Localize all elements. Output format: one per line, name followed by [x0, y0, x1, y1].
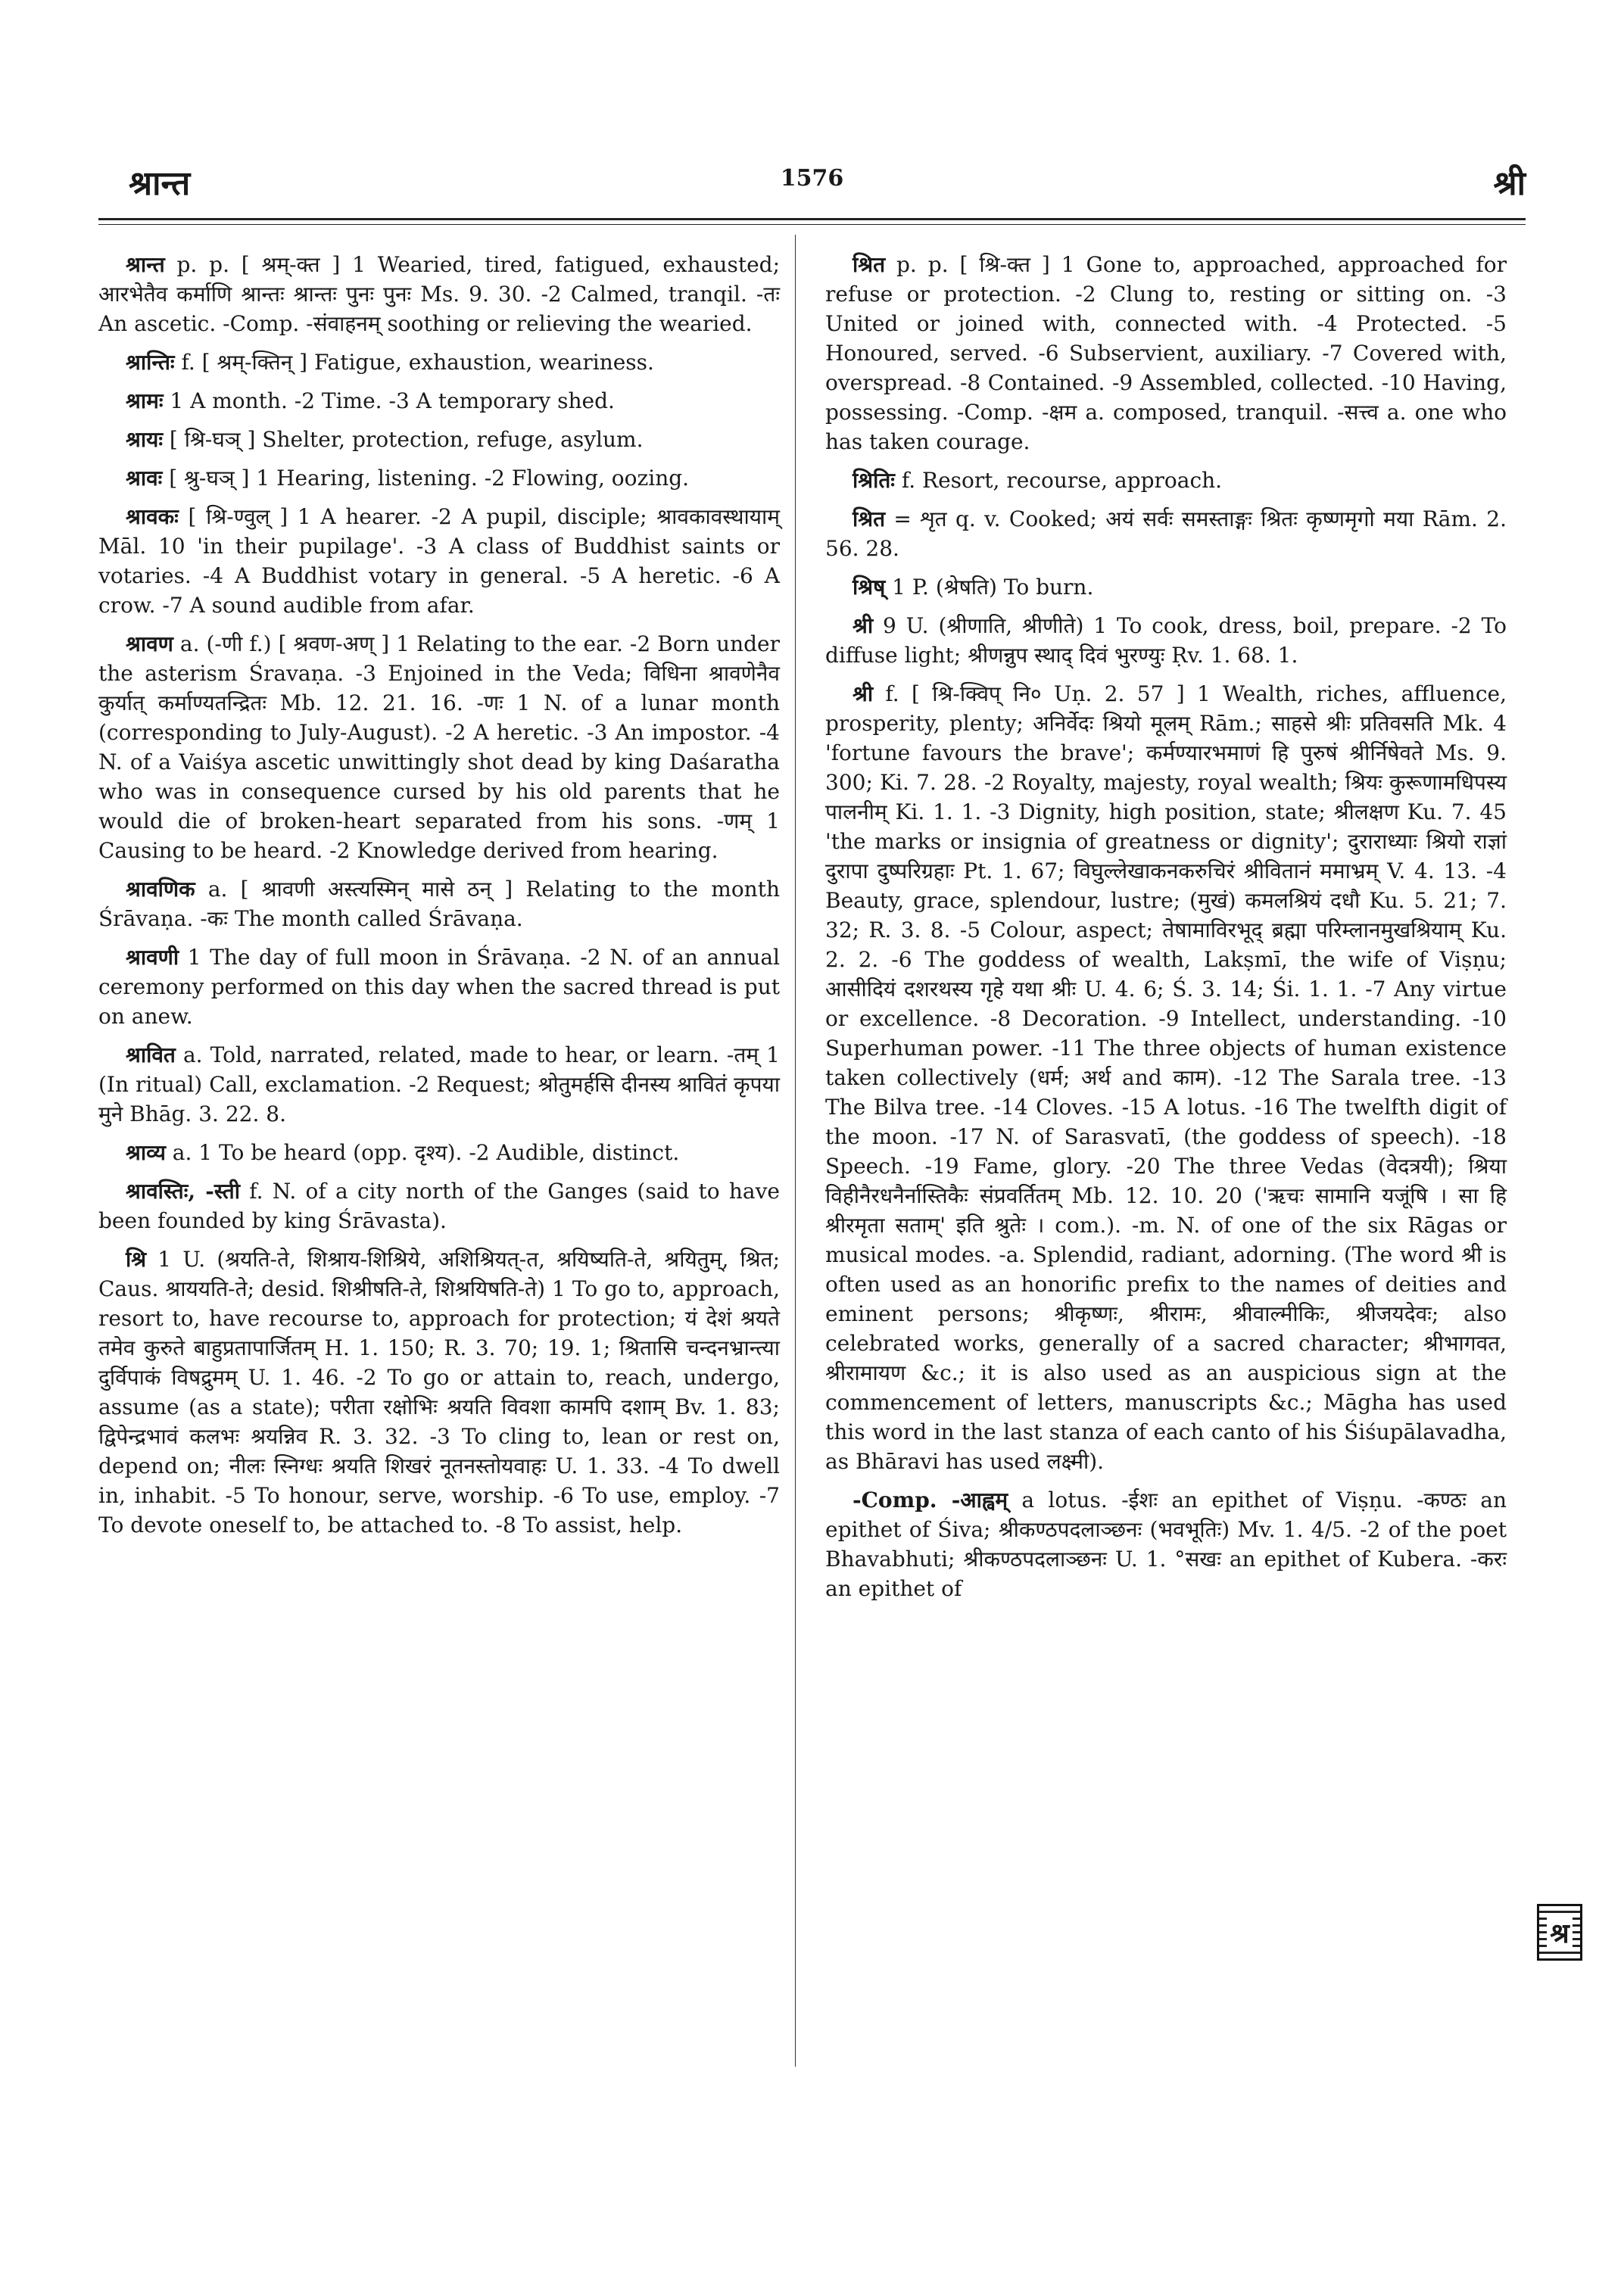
entry-definition: f. [ श्रि-क्विप् नि० Uṇ. 2. 57 ] 1 Wealth, riches, affluence, prosperity, plenty; अनिर्वेदः श्रियो मूलम् Rām.; साहसे श्रीः प्रतिवसति Mk. 4 'fortune favours the brave'; कर्मण्यारभमाणं हि पुरुषं श्रीर्निषेवते Ms. 9. 300; Ki. 7. 28. -2 Royalty, majesty, royal wealth; श्रियः कुरूणामधिपस्य पालनीम् Ki. 1. 1. -3 Dignity, high position, state; श्रीलक्षण Ku. 7. 45 'the marks or insignia of greatness or dignity'; दुराराध्याः श्रियो राज्ञां दुरापा दुष्परिग्रहाः Pt. 1. 67; विघुल्लेखाकनकरुचिरं श्रीवितानं ममाभ्रम् V. 4. 13. -4 Beauty, grace, splendour, lustre; (मुखं) कमलश्रियं दधौ Ku. 5. 21; 7. 32; R. 3. 8. -5 Colour, aspect; तेषामाविरभूद् ब्रह्मा परिम्लानमुखश्रियाम् Ku. 2. 2. -6 The goddess of wealth, Lakṣmī, the wife of Viṣṇu; आसीदियं दशरथस्य गृहे यथा श्रीः U. 4. 6; Ś. 3. 14; Śi. 1. 1. -7 Any virtue or excellence. -8 Decoration. -9 Intellect, understanding. -10 Superhuman power. -11 The three objects of human existence taken collectively (धर्म; अर्थ and काम). -12 The Sarala tree. -13 The Bilva tree. -14 Cloves. -15 A lotus. -16 The twelfth digit of the moon. -17 N. of Sarasvatī, (the goddess of speech). -18 Speech. -19 Fame, glory. -20 The three Vedas (वेदत्रयी); श्रिया विहीनैरधनैर्नास्तिकैः संप्रवर्तितम् Mb. 12. 10. 20 ('ऋचः सामानि यजूंषि । सा हि श्रीरमृता सताम्' इति श्रुतेः । com.). -m. N. of one of the six Rāgas or musical modes. -a. Splendid, radiant, adorning. (The word श्री is often used as an honorific prefix to the names of deities and eminent persons; श्रीकृष्णः, श्रीरामः, श्रीवाल्मीकिः, श्रीजयदेवः; also celebrated works, generally of a sacred character; श्रीभागवत, श्रीरामायण &c.; it is also used as an auspicious sign at the commencement of letters, manuscripts &c.; Māgha has used this word in the last stanza of each canto of his Śiśupālavadha, as Bhāravi has used लक्ष्मी).: [825, 681, 1507, 1474]
dictionary-entry: [825, 572, 1507, 602]
dictionary-entry: [98, 1138, 780, 1167]
header-rule-thin: [98, 224, 1526, 225]
entry-headword: श्रावित: [126, 1042, 176, 1067]
entry-definition: f. [ श्रम्-क्तिन् ] Fatigue, exhaustion, weariness.: [174, 350, 654, 375]
entry-headword: श्रित: [853, 252, 886, 277]
entry-definition: a. 1 To be heard (opp. दृश्य). -2 Audible, distinct.: [165, 1140, 680, 1165]
entry-definition: [ श्रु-घञ् ] 1 Hearing, listening. -2 Flowing, oozing.: [162, 466, 690, 491]
dictionary-entry: [98, 463, 780, 493]
left-column: [98, 250, 780, 1549]
thumb-index-tab: [1537, 1904, 1582, 1961]
dictionary-entry: [98, 425, 780, 454]
entry-definition: p. p. [ श्रम्-क्त ] 1 Wearied, tired, fatigued, exhausted; आरभेतैव कर्माणि श्रान्तः श्रान्तः पुनः पुनः Ms. 9. 30. -2 Calmed, tranqil. -तः An ascetic. -Comp. -संवाहनम् soothing or relieving the wearied.: [98, 252, 780, 336]
entry-definition: p. p. [ श्रि-क्त ] 1 Gone to, approached, approached for refuse or protection. -2 Clung to, resting or sitting on. -3 United or joined with, connected with. -4 Protected. -5 Honoured, served. -6 Subservient, auxiliary. -7 Covered with, overspread. -8 Contained. -9 Assembled, collected. -10 Having, possessing. -Comp. -क्षम a. composed, tranquil. -सत्त्व a. one who has taken courage.: [825, 252, 1507, 454]
page-header: [98, 151, 1526, 212]
entry-definition: a. (-णी f.) [ श्रवण-अण् ] 1 Relating to the ear. -2 Born under the asterism Śravaṇa. -3 Enjoined in the Veda; विधिना श्रावणेनैव कुर्यात् कर्माण्यतन्द्रितः Mb. 12. 21. 16. -णः 1 N. of a lunar month (corresponding to July-August). -2 A heretic. -3 An impostor. -4 N. of a Vaiśya ascetic unwittingly shot dead by king Daśaratha who was in consequence cursed by his old parents that he would die of broken-heart separated from his sons. -णम् 1 Causing to be heard. -2 Knowledge derived from hearing.: [98, 631, 780, 863]
column-divider: [795, 235, 796, 2067]
dictionary-entry: [98, 386, 780, 416]
dictionary-entry: [825, 611, 1507, 670]
entry-definition: = शृत q. v. Cooked; अयं सर्वः समस्ताङ्गः श्रितः कृष्णमृगो मया Rām. 2. 56. 28.: [825, 506, 1507, 561]
entry-definition: [ श्रि-ण्वुल् ] 1 A hearer. -2 A pupil, disciple; श्रावकावस्थायाम् Māl. 10 'in their pupilage'. -3 A class of Buddhist saints or votaries. -4 A Buddhist votary in general. -5 A heretic. -6 A crow. -7 A sound audible from afar.: [98, 504, 780, 618]
dictionary-entry: [98, 942, 780, 1031]
entry-headword: श्रित: [853, 506, 886, 531]
entry-definition: 1 U. (श्रयति-ते, शिश्राय-शिश्रिये, अशिश्रियत्-त, श्रयिष्यति-ते, श्रयितुम्, श्रित; Caus. श्राययति-ते; desid. शिश्रीषति-ते, शिश्रयिषति-ते) 1 To go to, approach, resort to, have recourse to, approach for protection; यं देशं श्रयते तमेव कुरुते बाहुप्रतापार्जितम् H. 1. 150; R. 3. 70; 19. 1; श्रितासि चन्दनभ्रान्त्या दुर्विपाकं विषद्रुमम् U. 1. 46. -2 To go or attain to, reach, undergo, assume (as a state); परीता रक्षोभिः श्रयति विवशा कामपि दशाम् Bv. 1. 83; द्विपेन्द्रभावं कलभः श्रयन्निव R. 3. 32. -3 To cling to, lean or rest on, depend on; नीलः स्निग्धः श्रयति शिखरं नूतनस्तोयवाहः U. 1. 33. -4 To dwell in, inhabit. -5 To honour, serve, worship. -6 To use, employ. -7 To devote oneself to, be attached to. -8 To assist, help.: [98, 1247, 780, 1537]
dictionary-entry: [98, 1245, 780, 1540]
dictionary-entry: [98, 502, 780, 620]
entry-headword: श्रामः: [126, 388, 164, 413]
entry-definition: a lotus. -ईशः an epithet of Viṣṇu. -कण्ठः an epithet of Śiva; श्रीकण्ठपदलाञ्छनः (भवभूतिः) Mv. 1. 4/5. -2 of the poet Bhavabhuti; श्रीकण्ठपदलाञ्छनः U. 1. °सखः an epithet of Kubera. -करः an epithet of: [825, 1488, 1507, 1601]
entry-headword: श्री: [853, 613, 874, 638]
left-guide-word: श्रान्त: [129, 164, 191, 203]
entry-headword: श्रावणिक: [126, 877, 195, 902]
entry-headword: श्रितिः: [853, 468, 895, 493]
entry-headword: श्रावणी: [126, 945, 179, 970]
entry-headword: श्रावकः: [126, 504, 179, 529]
entry-definition: [ श्रि-घञ् ] Shelter, protection, refuge, asylum.: [162, 427, 644, 452]
header-rule-thick: [98, 218, 1526, 220]
entry-definition: f. Resort, recourse, approach.: [894, 468, 1223, 493]
entry-headword: श्रायः: [126, 427, 163, 452]
entry-definition: 9 U. (श्रीणाति, श्रीणीते) 1 To cook, dress, boil, prepare. -2 To diffuse light; श्रीणन्नुप स्थाद् दिवं भुरण्युः Ṛv. 1. 68. 1.: [825, 613, 1507, 668]
thumb-index-letter: श्र: [1547, 1914, 1573, 1951]
dictionary-entry: [825, 504, 1507, 563]
dictionary-entry: [98, 1176, 780, 1235]
page-number: 1576: [780, 165, 844, 192]
dictionary-entry: [98, 1040, 780, 1129]
entry-headword: श्रान्त: [126, 252, 165, 277]
entry-headword: श्रिष्: [853, 575, 886, 600]
entry-headword: श्रावः: [126, 466, 163, 491]
dictionary-entry: [98, 629, 780, 865]
entry-headword: श्रावण: [126, 631, 173, 656]
entry-headword: -Comp. -आह्वम्: [853, 1488, 1008, 1513]
entry-headword: श्रि: [126, 1247, 147, 1272]
entry-headword: श्री: [853, 681, 874, 706]
dictionary-entry: [98, 250, 780, 338]
entry-definition: 1 P. (श्रेषति) To burn.: [885, 575, 1094, 600]
dictionary-entry: [825, 250, 1507, 456]
dictionary-entry: [825, 466, 1507, 495]
entry-definition: a. Told, narrated, related, made to hear, or learn. -तम् 1 (In ritual) Call, exclamation. -2 Request; श्रोतुमर्हसि दीनस्य श्रावितं कृपया मुने Bhāg. 3. 22. 8.: [98, 1042, 780, 1126]
entry-definition: a. [ श्रावणी अस्त्यस्मिन् मासे ठन् ] Relating to the month Śrāvaṇa. -कः The month called Śrāvaṇa.: [98, 877, 780, 931]
entry-definition: 1 The day of full moon in Śrāvaṇa. -2 N. of an annual ceremony performed on this day when the sacred thread is put on anew.: [98, 945, 780, 1029]
dictionary-entry: [98, 874, 780, 933]
entry-headword: श्राव्य: [126, 1140, 166, 1165]
entry-definition: f. N. of a city north of the Ganges (said to have been founded by king Śrāvasta).: [98, 1179, 780, 1233]
right-column: [825, 250, 1507, 1612]
entry-headword: श्रान्तिः: [126, 350, 175, 375]
dictionary-entry: [825, 1485, 1507, 1603]
dictionary-entry: [825, 679, 1507, 1476]
entry-definition: 1 A month. -2 Time. -3 A temporary shed.: [163, 388, 615, 413]
right-guide-word: श्री: [1493, 164, 1526, 203]
entry-headword: श्रावस्तिः, -स्ती: [126, 1179, 240, 1204]
dictionary-entry: [98, 347, 780, 377]
